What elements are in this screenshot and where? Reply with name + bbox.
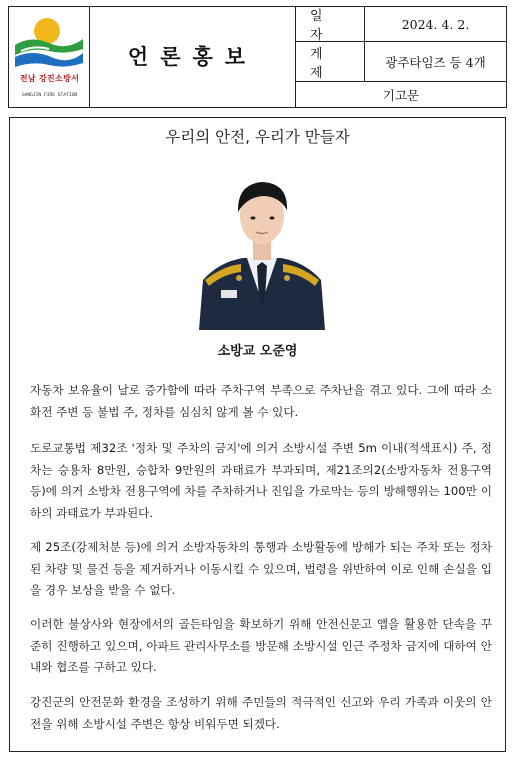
category-label: 기고문 (382, 87, 420, 103)
paragraph-3: 제 25조(강제처분 등)에 의거 소방자동차의 통행과 소방활동에 방해가 되는 주차 또는 정차된 차량 및 물건 등을 제거하거나 이동시킬 수 있으며, 법령을 위반하여 이로 인해 손실을 입을 경우 보상을 받을 수 없다. (30, 540, 492, 597)
press-header-table (8, 6, 507, 108)
paragraph-2: 도로교통법 제32조 '정차 및 주차의 금지'에 의거 소방시설 주변 5m 이내(적색표시) 주, 정차는 승용차 8만원, 승합차 9만원의 과태료가 부과되며, 제21조의2(소방자동차 전용구역 등)에 의거 소방차 전용구역에 차를 주차하거나 진입을 가로막는 등의 방해행위는 100만 이하의 과태료가 부과된다. (30, 441, 492, 520)
paragraph-4: 이러한 불상사와 현장에서의 골든타임을 확보하기 위해 안전신문고 앱을 활용한 단속을 꾸준히 진행하고 있으며, 아파트 관리사무소를 방문해 소방시설 인근 주정차 금지에 대하여 안내와 협조를 구하고 있다. (30, 617, 492, 674)
doc-title: 언론홍보 (127, 44, 258, 69)
publication-value: 광주타임즈 등 4개 (385, 54, 486, 70)
article-title: 우리의 안전, 우리가 만들자 (165, 128, 350, 146)
publication-row (296, 42, 506, 82)
date-row (296, 7, 506, 42)
fire-station-logo-icon (13, 11, 85, 73)
paragraph-5: 강진군의 안전문화 환경을 조성하기 위해 주민들의 적극적인 신고와 우리 가족과 이웃의 안전을 위해 소방시설 주변은 항상 비워두면 되겠다. (30, 695, 492, 731)
publication-label: 게제 (296, 42, 365, 81)
article-box (9, 117, 506, 752)
doc-title-cell (90, 7, 296, 107)
paragraph-1: 자동차 보유율이 날로 증가함에 따라 주차구역 부족으로 주차난을 겪고 있다. 그에 따라 소화전 주변 등 불법 주, 정차를 심심치 않게 볼 수 있다. (30, 383, 492, 419)
logo-org-name: 전남 강진소방서 (19, 74, 80, 83)
date-value: 2024. 4. 2. (401, 16, 470, 32)
logo-cell (9, 7, 90, 107)
logo-org-name-en: GANGJIN FIRE STATION (21, 93, 78, 98)
date-label: 일자 (296, 7, 365, 41)
author-caption: 소방교 오준영 (217, 344, 298, 359)
author-portrait (193, 168, 331, 330)
